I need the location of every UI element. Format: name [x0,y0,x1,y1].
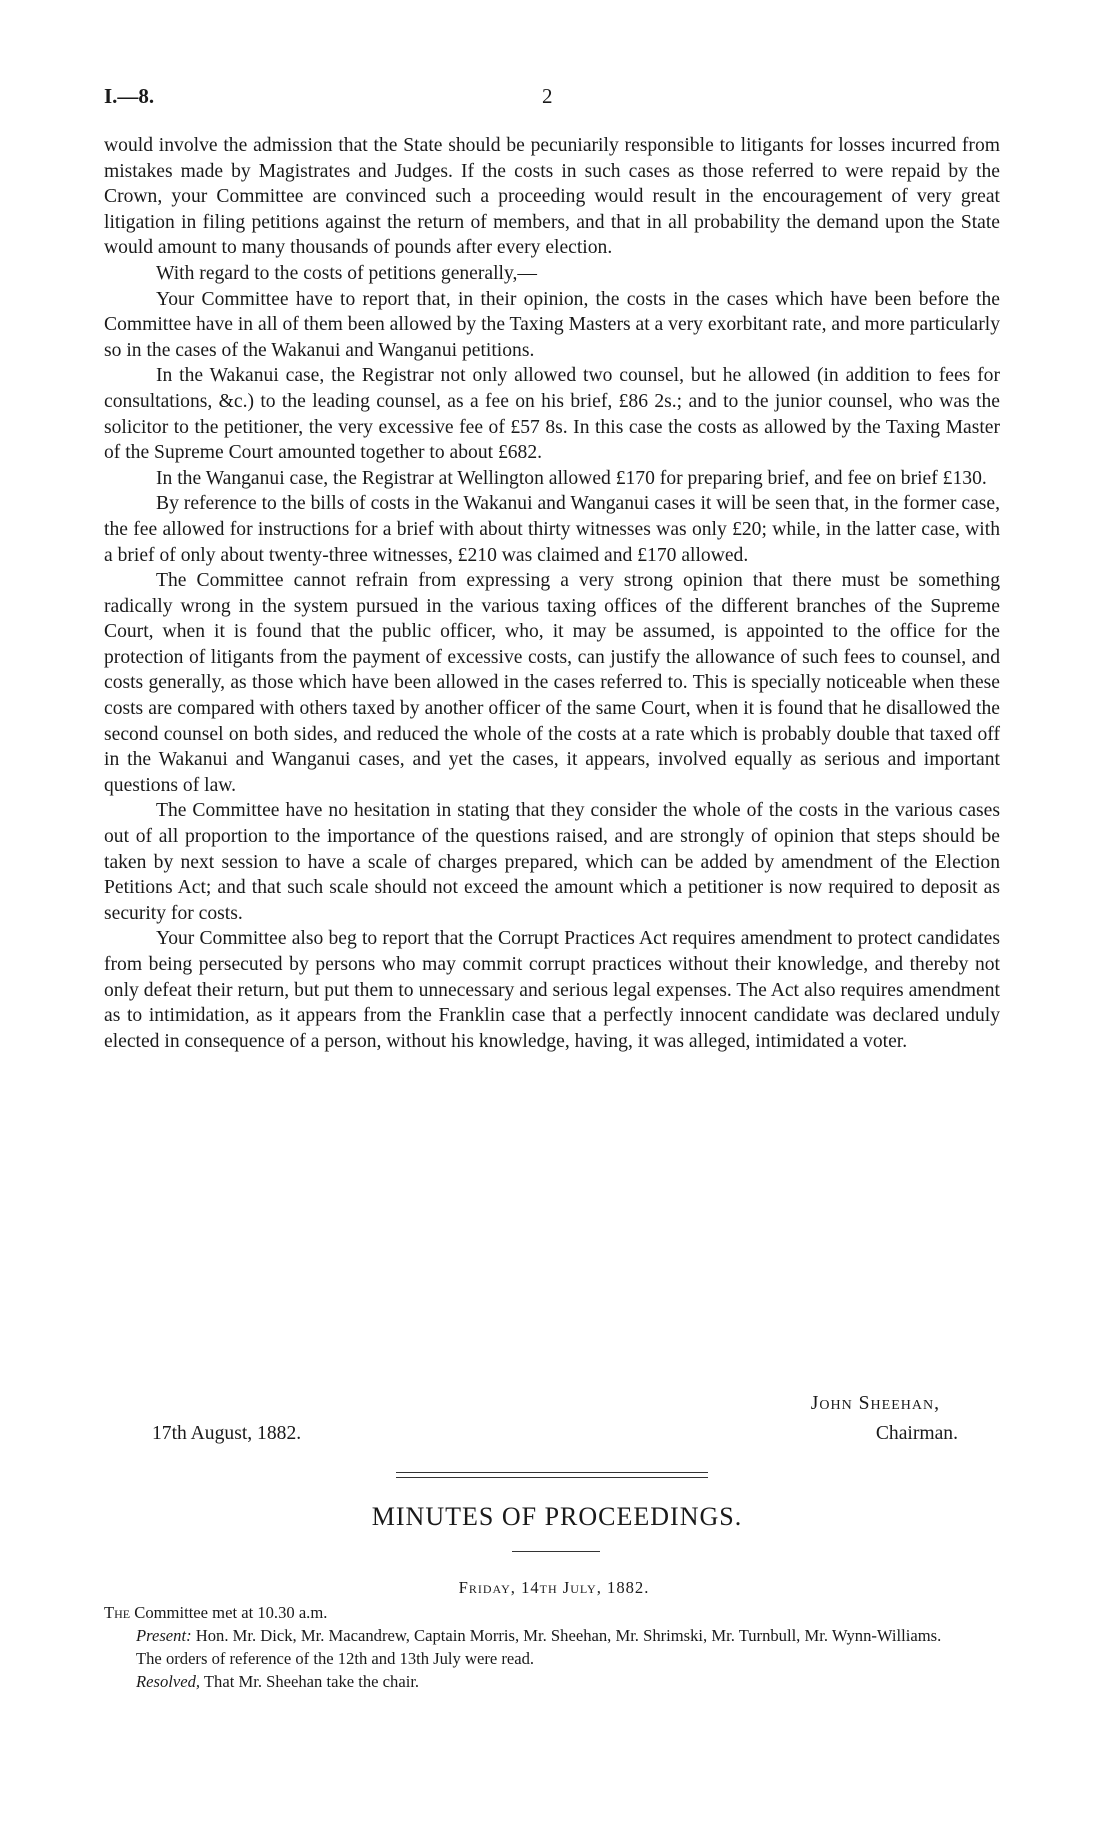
signatory-name: John Sheehan, [810,1393,940,1414]
minutes-resolved-line [104,1670,1004,1693]
minutes-section [104,1576,1004,1693]
heading-underline [512,1551,600,1552]
section-divider [396,1472,708,1478]
report-paragraph: would involve the admission that the State should be pecuniarily responsible to litigants for losses incurred from mistakes made by Magistrates and Judges. If the costs in such cases as those referred to were repaid by the Crown, your Committee are convinced such a proceeding would result in the encouragement of very great litigation in filing petitions against the return of members, and that in all probability the demand upon the State would amount to many thousands of pounds after every election. [104,135,1000,259]
page-header [104,84,1004,108]
resolved-text: That Mr. Sheehan take the chair. [200,1672,420,1691]
minutes-present-line [104,1624,1004,1647]
signature-block [104,1393,1000,1453]
report-body [104,133,1000,1054]
report-paragraph: Your Committee have to report that, in their opinion, the costs in the cases which have been before the Committee have in all of them been allowed by the Taxing Masters at a very exorbitant rate, and more particularly so in the cases of the Wakanui and Wanganui petitions. [104,288,1001,361]
document-reference: I.—8. [104,84,155,108]
report-paragraph: In the Wakanui case, the Registrar not only allowed two counsel, but he allowed (in addition to fees for consultations, &c.) to the leading counsel, as a fee on his brief, £86 2s.; and to the junior counsel, who was the solicitor to the petitioner, the very excessive fee of £57 8s. In this case the costs as allowed by the Taxing Master of the Supreme Court amounted together to about £682. [104,365,1000,464]
report-paragraph: With regard to the costs of petitions generally,— [156,262,538,284]
present-members: Hon. Mr. Dick, Mr. Macandrew, Captain Morris, Mr. Sheehan, Mr. Shrimski, Mr. Turnbull, Mr. Wynn-Williams. [191,1626,942,1645]
minutes-date: Friday, 14th July, 1882. [458,1578,650,1597]
report-paragraph: The Committee have no hesitation in stating that they consider the whole of the costs in the various cases out of all proportion to the importance of the questions raised, and are strongly of opinion that steps should be taken by next session to have a scale of charges prepared, which can be added by amendment of the Election Petitions Act; and that such scale should not exceed the amount which a petitioner is now required to deposit as security for costs. [104,800,1000,924]
report-paragraph: In the Wanganui case, the Registrar at Wellington allowed £170 for preparing brief, and fee on brief £130. [156,467,987,489]
present-label: Present: [136,1626,192,1645]
minutes-heading: MINUTES OF PROCEEDINGS. [371,1502,743,1531]
resolved-label: Resolved, [136,1672,201,1691]
minutes-orders-line: The orders of reference of the 12th and 13th July were read. [136,1649,535,1668]
signatory-role: Chairman. [875,1423,958,1444]
minutes-met-text: Committee met at 10.30 a.m. [130,1603,328,1622]
page-number: 2 [542,84,553,108]
report-paragraph: By reference to the bills of costs in the Wakanui and Wanganui cases it will be seen that, in the former case, the fee allowed for instructions for a brief with about thirty witnesses was only £20; while, in the latter case, with a brief of only about twenty-three witnesses, £210 was claimed and £170 allowed. [104,493,1000,566]
report-paragraph: Your Committee also beg to report that the Corrupt Practices Act requires amendment to protect candidates from being persecuted by persons who may commit corrupt practices without their knowledge, and thereby not only defeat their return, but put them to unnecessary and serious legal expenses. The Act also requires amendment as to intimidation, as it appears from the Franklin case that a perfectly innocent candidate was declared unduly elected in consequence of a person, without his knowledge, having, it was alleged, intimidated a voter. [104,928,1000,1052]
report-paragraph: The Committee cannot refrain from expressing a very strong opinion that there must be something radically wrong in the system pursued in the various taxing offices of the different branches of the Supreme Court, when it is found that the public officer, who, it may be assumed, is appointed to the office for the protection of litigants from the payment of excessive costs, can justify the allowance of such fees to counsel, and costs generally, as those which have been allowed in the cases referred to. This is specially noticeable when these costs are compared with others taxed by another officer of the same Court, when it is found that he disallowed the second counsel on both sides, and reduced the whole of the costs at a rate which is probably double that taxed off in the Wakanui and Wanganui cases, and yet the cases, it appears, involved equally as serious and important questions of law. [104,570,1000,796]
minutes-met-prefix: The [104,1603,131,1622]
minutes-met-line [104,1601,1004,1624]
report-date: 17th August, 1882. [152,1423,302,1444]
